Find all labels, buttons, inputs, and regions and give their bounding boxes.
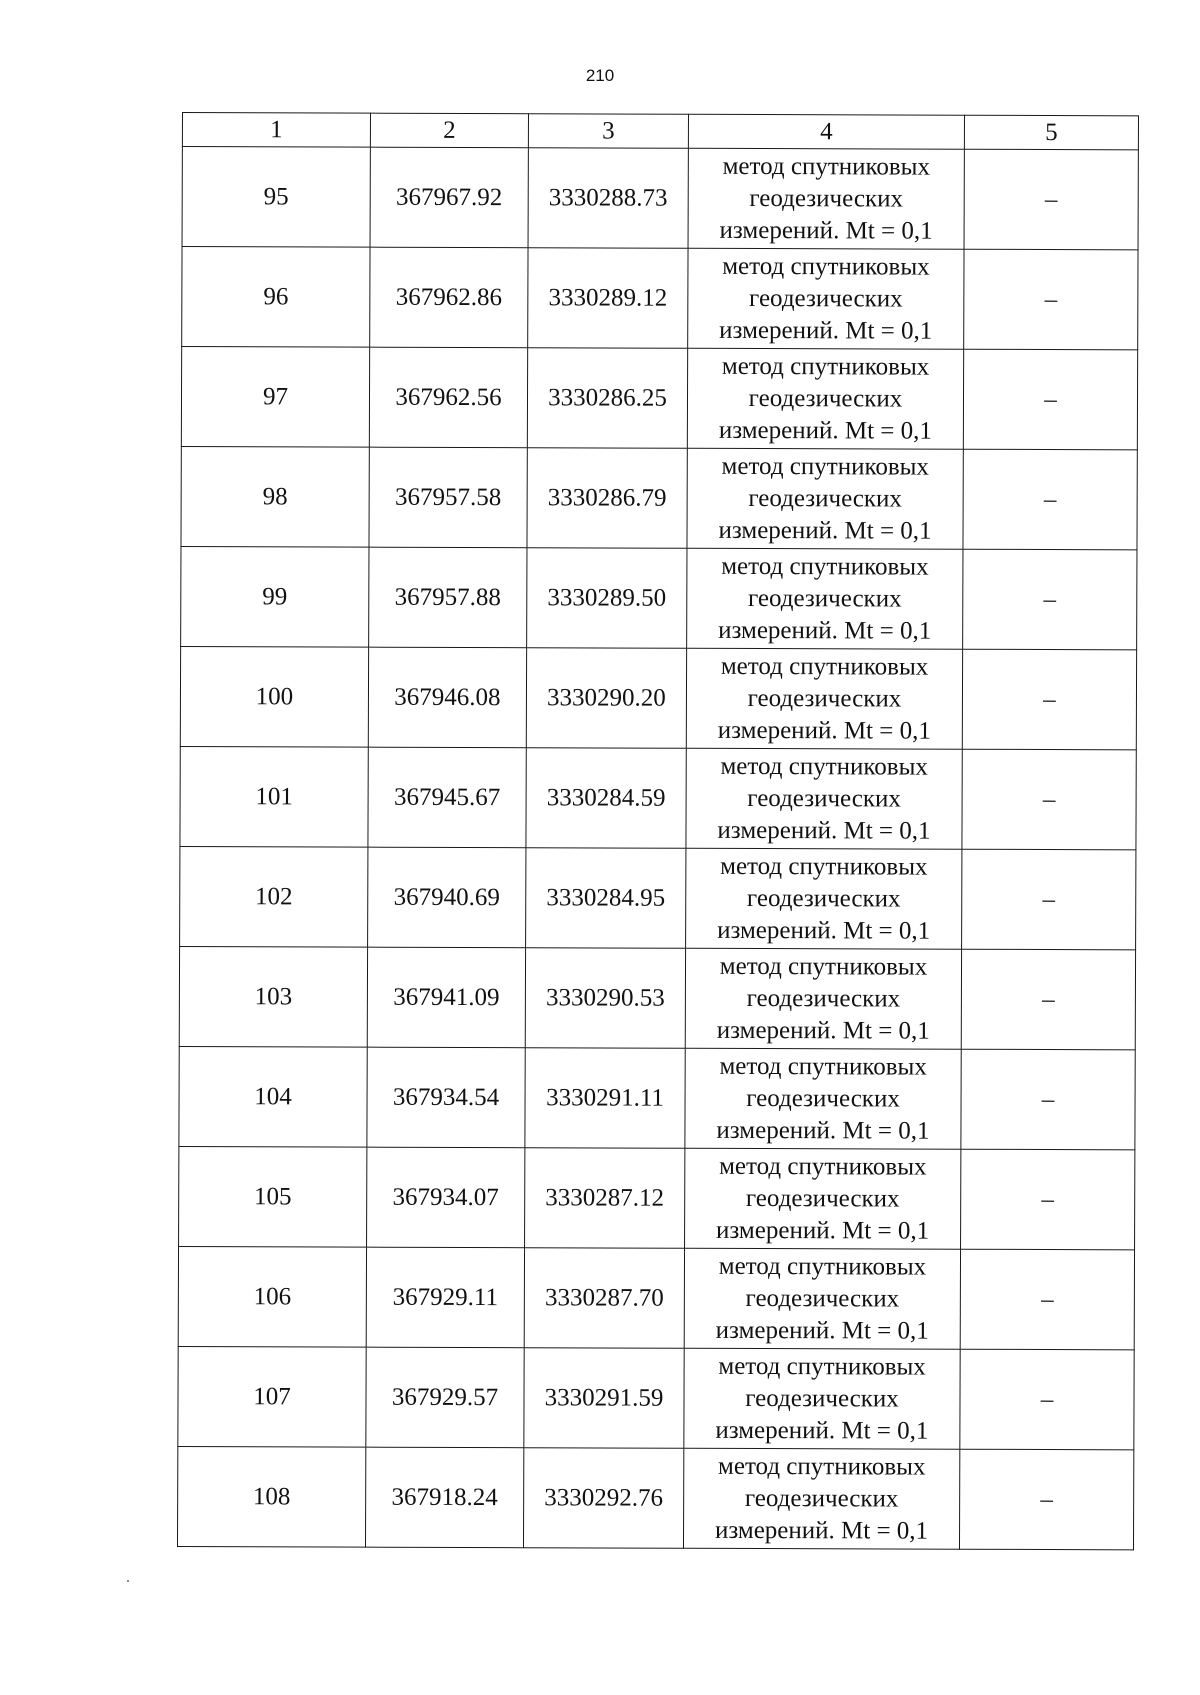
method-text-line: измерений. Mt = 0,1 bbox=[717, 916, 931, 945]
point-number-cell: 99 bbox=[181, 546, 369, 647]
method-text-line: геодезических bbox=[745, 1284, 900, 1313]
table-row bbox=[181, 446, 1137, 549]
coordinate-y-cell: 3330290.53 bbox=[525, 948, 685, 1049]
point-number-cell: 101 bbox=[180, 746, 368, 847]
method-text-line: измерений. Mt = 0,1 bbox=[716, 1016, 930, 1045]
method-text-line: метод спутниковых bbox=[721, 352, 930, 381]
method-cell bbox=[685, 948, 961, 1049]
header-cell-4: 4 bbox=[688, 114, 964, 149]
coordinate-x-cell: 367957.58 bbox=[369, 447, 527, 548]
coordinate-y-cell: 3330287.12 bbox=[525, 1148, 685, 1249]
method-text-line: метод спутниковых bbox=[718, 1352, 926, 1381]
table-body bbox=[177, 147, 1138, 1550]
coordinate-y-cell: 3330292.76 bbox=[523, 1448, 683, 1549]
point-number-cell: 105 bbox=[179, 1146, 367, 1247]
method-text-line: геодезических bbox=[749, 184, 904, 213]
method-text-line: измерений. Mt = 0,1 bbox=[718, 616, 932, 645]
coordinate-y-cell: 3330288.73 bbox=[528, 148, 688, 249]
table-row bbox=[178, 1346, 1134, 1449]
method-text-line: измерений. Mt = 0,1 bbox=[714, 1516, 929, 1545]
method-text-line: геодезических bbox=[747, 684, 902, 713]
method-text-line: метод спутниковых bbox=[719, 1052, 927, 1081]
method-cell bbox=[683, 1448, 959, 1549]
method-cell bbox=[686, 748, 962, 849]
method-text-line: измерений. Mt = 0,1 bbox=[715, 1316, 929, 1345]
method-text-line: геодезических bbox=[746, 984, 901, 1013]
method-text-line: измерений. Mt = 0,1 bbox=[719, 316, 933, 345]
method-text-line: геодезических bbox=[748, 484, 902, 513]
method-text-line: метод спутниковых bbox=[720, 852, 928, 881]
table-row bbox=[182, 147, 1138, 250]
method-text-line: измерений. Mt = 0,1 bbox=[719, 216, 933, 245]
method-text-line: метод спутниковых bbox=[721, 552, 929, 581]
method-cell bbox=[684, 1248, 960, 1349]
note-cell: – bbox=[964, 149, 1138, 250]
table-row bbox=[180, 646, 1136, 749]
method-text-line: измерений. Mt = 0,1 bbox=[718, 516, 932, 545]
point-number-cell: 96 bbox=[182, 247, 370, 348]
method-text-line: измерений. Mt = 0,1 bbox=[715, 1416, 929, 1445]
header-cell-1: 1 bbox=[182, 113, 370, 148]
method-text-line: метод спутниковых bbox=[718, 1252, 927, 1281]
point-number-cell: 104 bbox=[179, 1046, 367, 1147]
method-cell bbox=[685, 1048, 961, 1149]
note-cell: – bbox=[963, 449, 1137, 550]
point-number-cell: 98 bbox=[181, 446, 369, 547]
table-row bbox=[177, 1446, 1133, 1549]
table-row bbox=[179, 1046, 1135, 1149]
method-text-line: метод спутниковых bbox=[720, 752, 928, 781]
coordinate-x-cell: 367929.57 bbox=[366, 1347, 524, 1448]
coordinate-x-cell: 367934.07 bbox=[367, 1147, 525, 1248]
note-cell: – bbox=[961, 1049, 1135, 1150]
note-cell: – bbox=[961, 949, 1135, 1050]
note-cell: – bbox=[963, 349, 1137, 450]
method-text-line: метод спутниковых bbox=[719, 1152, 927, 1181]
method-text-line: геодезических bbox=[747, 784, 901, 813]
point-number-cell: 102 bbox=[180, 846, 368, 947]
method-text-line: метод спутниковых bbox=[718, 1452, 926, 1481]
header-cell-5: 5 bbox=[964, 115, 1138, 150]
coordinate-x-cell: 367934.54 bbox=[367, 1047, 525, 1148]
table-row bbox=[181, 347, 1137, 450]
coordinate-y-cell: 3330291.11 bbox=[525, 1048, 685, 1149]
coordinate-y-cell: 3330289.50 bbox=[527, 548, 687, 649]
coordinate-x-cell: 367929.11 bbox=[366, 1247, 524, 1348]
coordinates-table-wrapper bbox=[177, 112, 1139, 1550]
coordinate-y-cell: 3330289.12 bbox=[528, 248, 688, 349]
point-number-cell: 106 bbox=[178, 1246, 366, 1347]
method-text-line: метод спутниковых bbox=[722, 252, 930, 281]
coordinate-x-cell: 367918.24 bbox=[365, 1447, 523, 1548]
coordinate-x-cell: 367962.86 bbox=[370, 247, 528, 348]
point-number-cell: 100 bbox=[180, 646, 368, 747]
scan-speck bbox=[127, 1580, 129, 1582]
table-row bbox=[178, 1246, 1134, 1349]
note-cell: – bbox=[959, 1449, 1133, 1550]
method-text-line: измерений. Mt = 0,1 bbox=[717, 716, 931, 745]
method-text-line: метод спутниковых bbox=[720, 652, 929, 681]
method-text-line: геодезических bbox=[745, 1184, 900, 1213]
method-cell bbox=[688, 248, 964, 349]
coordinate-x-cell: 367945.67 bbox=[368, 747, 526, 848]
note-cell: – bbox=[962, 849, 1136, 950]
note-cell: – bbox=[960, 1249, 1134, 1350]
method-text-line: метод спутниковых bbox=[721, 452, 930, 481]
header-row bbox=[182, 113, 1138, 150]
coordinates-table bbox=[177, 112, 1139, 1550]
coordinate-x-cell: 367957.88 bbox=[369, 547, 527, 648]
coordinate-y-cell: 3330290.20 bbox=[526, 648, 686, 749]
point-number-cell: 107 bbox=[178, 1346, 366, 1447]
table-header bbox=[182, 113, 1138, 150]
table-row bbox=[182, 247, 1138, 350]
method-text-line: измерений. Mt = 0,1 bbox=[716, 1116, 930, 1145]
method-text-line: геодезических bbox=[745, 1384, 899, 1413]
coordinate-x-cell: 367946.08 bbox=[368, 647, 526, 748]
method-cell bbox=[687, 548, 963, 649]
method-text-line: измерений. Mt = 0,1 bbox=[717, 816, 931, 845]
coordinate-y-cell: 3330286.25 bbox=[527, 348, 687, 449]
note-cell: – bbox=[964, 249, 1138, 350]
note-cell: – bbox=[963, 549, 1137, 650]
method-text-line: геодезических bbox=[748, 384, 903, 413]
coordinate-y-cell: 3330284.59 bbox=[526, 748, 686, 849]
coordinate-y-cell: 3330291.59 bbox=[524, 1348, 684, 1449]
coordinate-x-cell: 367967.92 bbox=[370, 147, 528, 248]
page-number: 210 bbox=[585, 66, 615, 85]
method-cell bbox=[687, 448, 963, 549]
table-row bbox=[179, 1146, 1135, 1249]
table-row bbox=[179, 946, 1135, 1049]
point-number-cell: 108 bbox=[177, 1446, 365, 1547]
method-cell bbox=[688, 148, 964, 249]
method-text-line: геодезических bbox=[746, 1084, 900, 1113]
note-cell: – bbox=[960, 1349, 1134, 1450]
method-text-line: геодезических bbox=[749, 284, 903, 313]
note-cell: – bbox=[962, 749, 1136, 850]
method-text-line: метод спутниковых bbox=[719, 952, 928, 981]
method-cell bbox=[686, 648, 962, 749]
coordinate-y-cell: 3330284.95 bbox=[526, 848, 686, 949]
point-number-cell: 103 bbox=[179, 946, 367, 1047]
note-cell: – bbox=[961, 1149, 1135, 1250]
method-cell bbox=[684, 1348, 960, 1449]
method-text-line: измерений. Mt = 0,1 bbox=[718, 416, 932, 445]
point-number-cell: 97 bbox=[181, 347, 369, 448]
coordinate-y-cell: 3330287.70 bbox=[524, 1248, 684, 1349]
method-cell bbox=[685, 1148, 961, 1249]
coordinate-y-cell: 3330286.79 bbox=[527, 448, 687, 549]
method-cell bbox=[686, 848, 962, 949]
table-row bbox=[180, 746, 1136, 849]
method-cell bbox=[687, 348, 963, 449]
table-row bbox=[180, 846, 1136, 949]
table-row bbox=[181, 546, 1137, 649]
coordinate-x-cell: 367941.09 bbox=[367, 947, 525, 1048]
header-cell-3: 3 bbox=[528, 114, 688, 149]
method-text-line: измерений. Mt = 0,1 bbox=[716, 1216, 930, 1245]
method-text-line: геодезических bbox=[747, 584, 902, 613]
method-text-line: метод спутниковых bbox=[722, 152, 931, 181]
coordinate-x-cell: 367962.56 bbox=[369, 347, 527, 448]
point-number-cell: 95 bbox=[182, 147, 370, 248]
header-cell-2: 2 bbox=[370, 113, 528, 148]
note-cell: – bbox=[962, 649, 1136, 750]
coordinate-x-cell: 367940.69 bbox=[368, 847, 526, 948]
method-text-line: геодезических bbox=[746, 884, 901, 913]
method-text-line: геодезических bbox=[744, 1484, 899, 1513]
